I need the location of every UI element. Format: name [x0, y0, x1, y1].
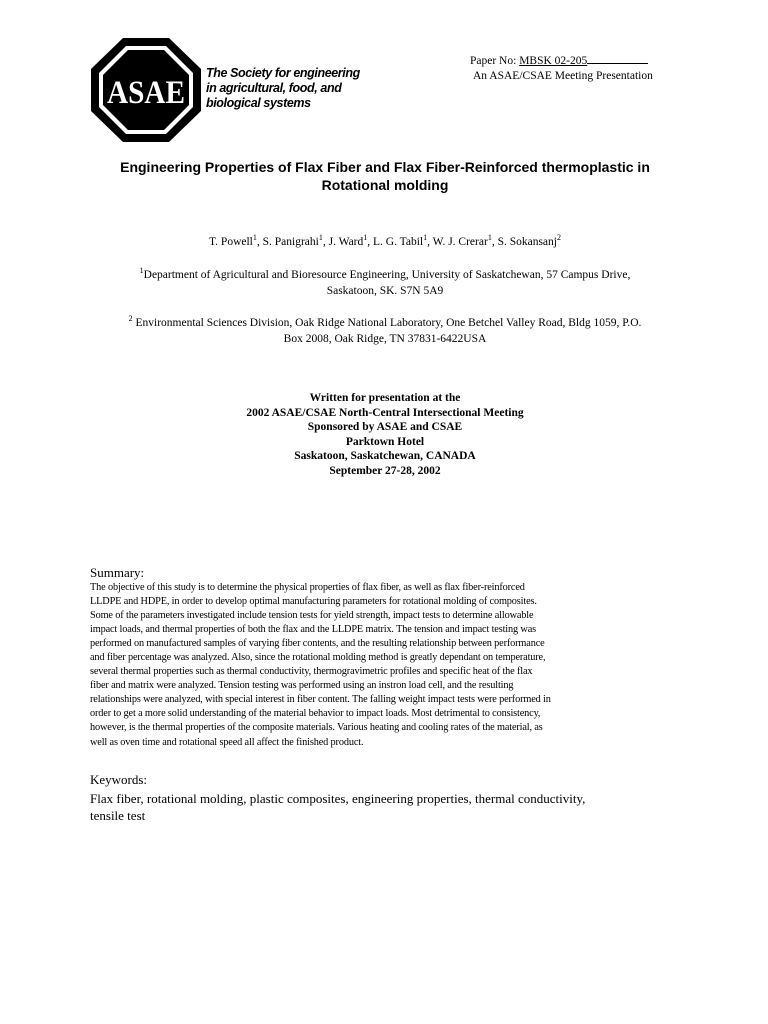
- author-name: L. G. Tabil: [373, 235, 424, 248]
- affiliation-line: Saskatoon, SK. S7N 5A9: [326, 284, 444, 297]
- presentation-info: [80, 391, 690, 479]
- keywords-heading: Keywords:: [90, 772, 148, 787]
- paper-no-value: MBSK 02-205: [519, 55, 588, 67]
- author-affiliation-mark: 2: [556, 233, 561, 242]
- presentation-line: September 27-28, 2002: [329, 464, 441, 477]
- summary-body: [90, 581, 680, 750]
- affiliation-1: [95, 263, 675, 299]
- summary-line: relationships were analyzed, with special interest in fiber content. The falling weight impact tests were performed in: [90, 694, 551, 706]
- author-list: T. Powell$^1$, S. Panigrahi$^1$, J. Ward$^1$, L. G. Tabil$^1$, W. J. Crerar$^1$, S. Sokansanj$^2$: [209, 233, 561, 248]
- summary-line: fiber and matrix were analyzed. Tension testing was performed using an instron load cell, and the resulting: [90, 680, 514, 692]
- summary-heading: Summary:: [90, 565, 145, 580]
- summary-line: performed on manufactured samples of varying fiber contents, and the resulting relationship between performance: [90, 638, 545, 650]
- tagline-line: in agricultural, food, and: [206, 81, 342, 95]
- keywords-line: Flax fiber, rotational molding, plastic composites, engineering properties, thermal conductivity,: [90, 791, 586, 806]
- summary-line: The objective of this study is to determine the physical properties of flax fiber, as well as flax fiber-reinforced: [90, 582, 525, 593]
- author-affiliation-mark: 1: [487, 233, 492, 242]
- paper-title: [80, 158, 690, 194]
- affiliation-2: [95, 311, 675, 347]
- presentation-line: Parktown Hotel: [345, 435, 425, 448]
- tagline-line: The Society for engineering: [206, 66, 360, 80]
- affiliation-line: Box 2008, Oak Ridge, TN 37831-6422USA: [283, 332, 487, 345]
- author-affiliation-mark: 1: [318, 233, 323, 242]
- tagline-line: biological systems: [206, 96, 311, 110]
- author-name: W. J. Crerar: [432, 235, 488, 248]
- logo-text: ASAE: [107, 75, 185, 111]
- author-name: S. Panigrahi: [262, 235, 319, 248]
- summary-line: however, is the thermal properties of the composite materials. Various heating and cooling rates of the material, as: [90, 722, 543, 734]
- paper-number-block: [470, 53, 653, 84]
- summary-line: Some of the parameters investigated include tension tests for yield strength, impact tests to determine allowable: [90, 610, 534, 622]
- author-name: T. Powell: [209, 235, 253, 248]
- paper-no-underline: [587, 53, 648, 64]
- author-affiliation-mark: 1: [252, 233, 257, 242]
- affiliation-number: 1: [139, 266, 144, 275]
- author-affiliation-mark: 1: [363, 233, 368, 242]
- asae-logo: [90, 37, 202, 143]
- summary-line: impact loads, and thermal properties of both the flax and the LLDPE matrix. The tension and impact testing was: [90, 624, 536, 636]
- summary-line: order to get a more solid understanding of the material behavior to impact loads. Most detrimental to consistency,: [90, 708, 541, 720]
- title-line: Rotational molding: [321, 177, 449, 193]
- affiliation-number: 2: [128, 314, 133, 323]
- presentation-line: Written for presentation at the: [309, 392, 461, 404]
- presentation-label: An ASAE/CSAE Meeting Presentation: [473, 70, 653, 82]
- presentation-line: Saskatoon, Saskatchewan, CANADA: [294, 450, 476, 463]
- author-name: J. Ward: [328, 235, 364, 248]
- author-name: S. Sokansanj: [497, 235, 557, 248]
- author-affiliation-mark: 1: [423, 233, 428, 242]
- keywords-body: [90, 790, 690, 824]
- keywords-line: tensile test: [90, 808, 146, 823]
- paper-no-label: Paper No:: [470, 55, 520, 67]
- title-line: Engineering Properties of Flax Fiber and Flax Fiber-Reinforced thermoplastic in: [120, 159, 650, 175]
- summary-line: and fiber percentage was analyzed. Also, since the rotational molding method is greatly dependant on temperature,: [90, 652, 546, 664]
- logo-tagline: [206, 66, 360, 111]
- presentation-line: Sponsored by ASAE and CSAE: [307, 421, 463, 434]
- summary-line: LLDPE and HDPE, in order to develop optimal manufacturing parameters for rotational molding of composites.: [90, 596, 537, 608]
- affiliation-line: Environmental Sciences Division, Oak Ridge National Laboratory, One Betchel Valley Road, Bldg 1059, P.O.: [135, 316, 642, 329]
- affiliation-line: Department of Agricultural and Bioresource Engineering, University of Saskatchewan, 57 Campus Drive,: [143, 268, 631, 281]
- summary-line: well as oven time and rotational speed all affect the finished product.: [90, 736, 364, 748]
- summary-line: several thermal properties such as thermal conductivity, thermogravimetric profiles and specific heat of the flax: [90, 666, 533, 678]
- presentation-line: 2002 ASAE/CSAE North-Central Intersectional Meeting: [246, 406, 524, 419]
